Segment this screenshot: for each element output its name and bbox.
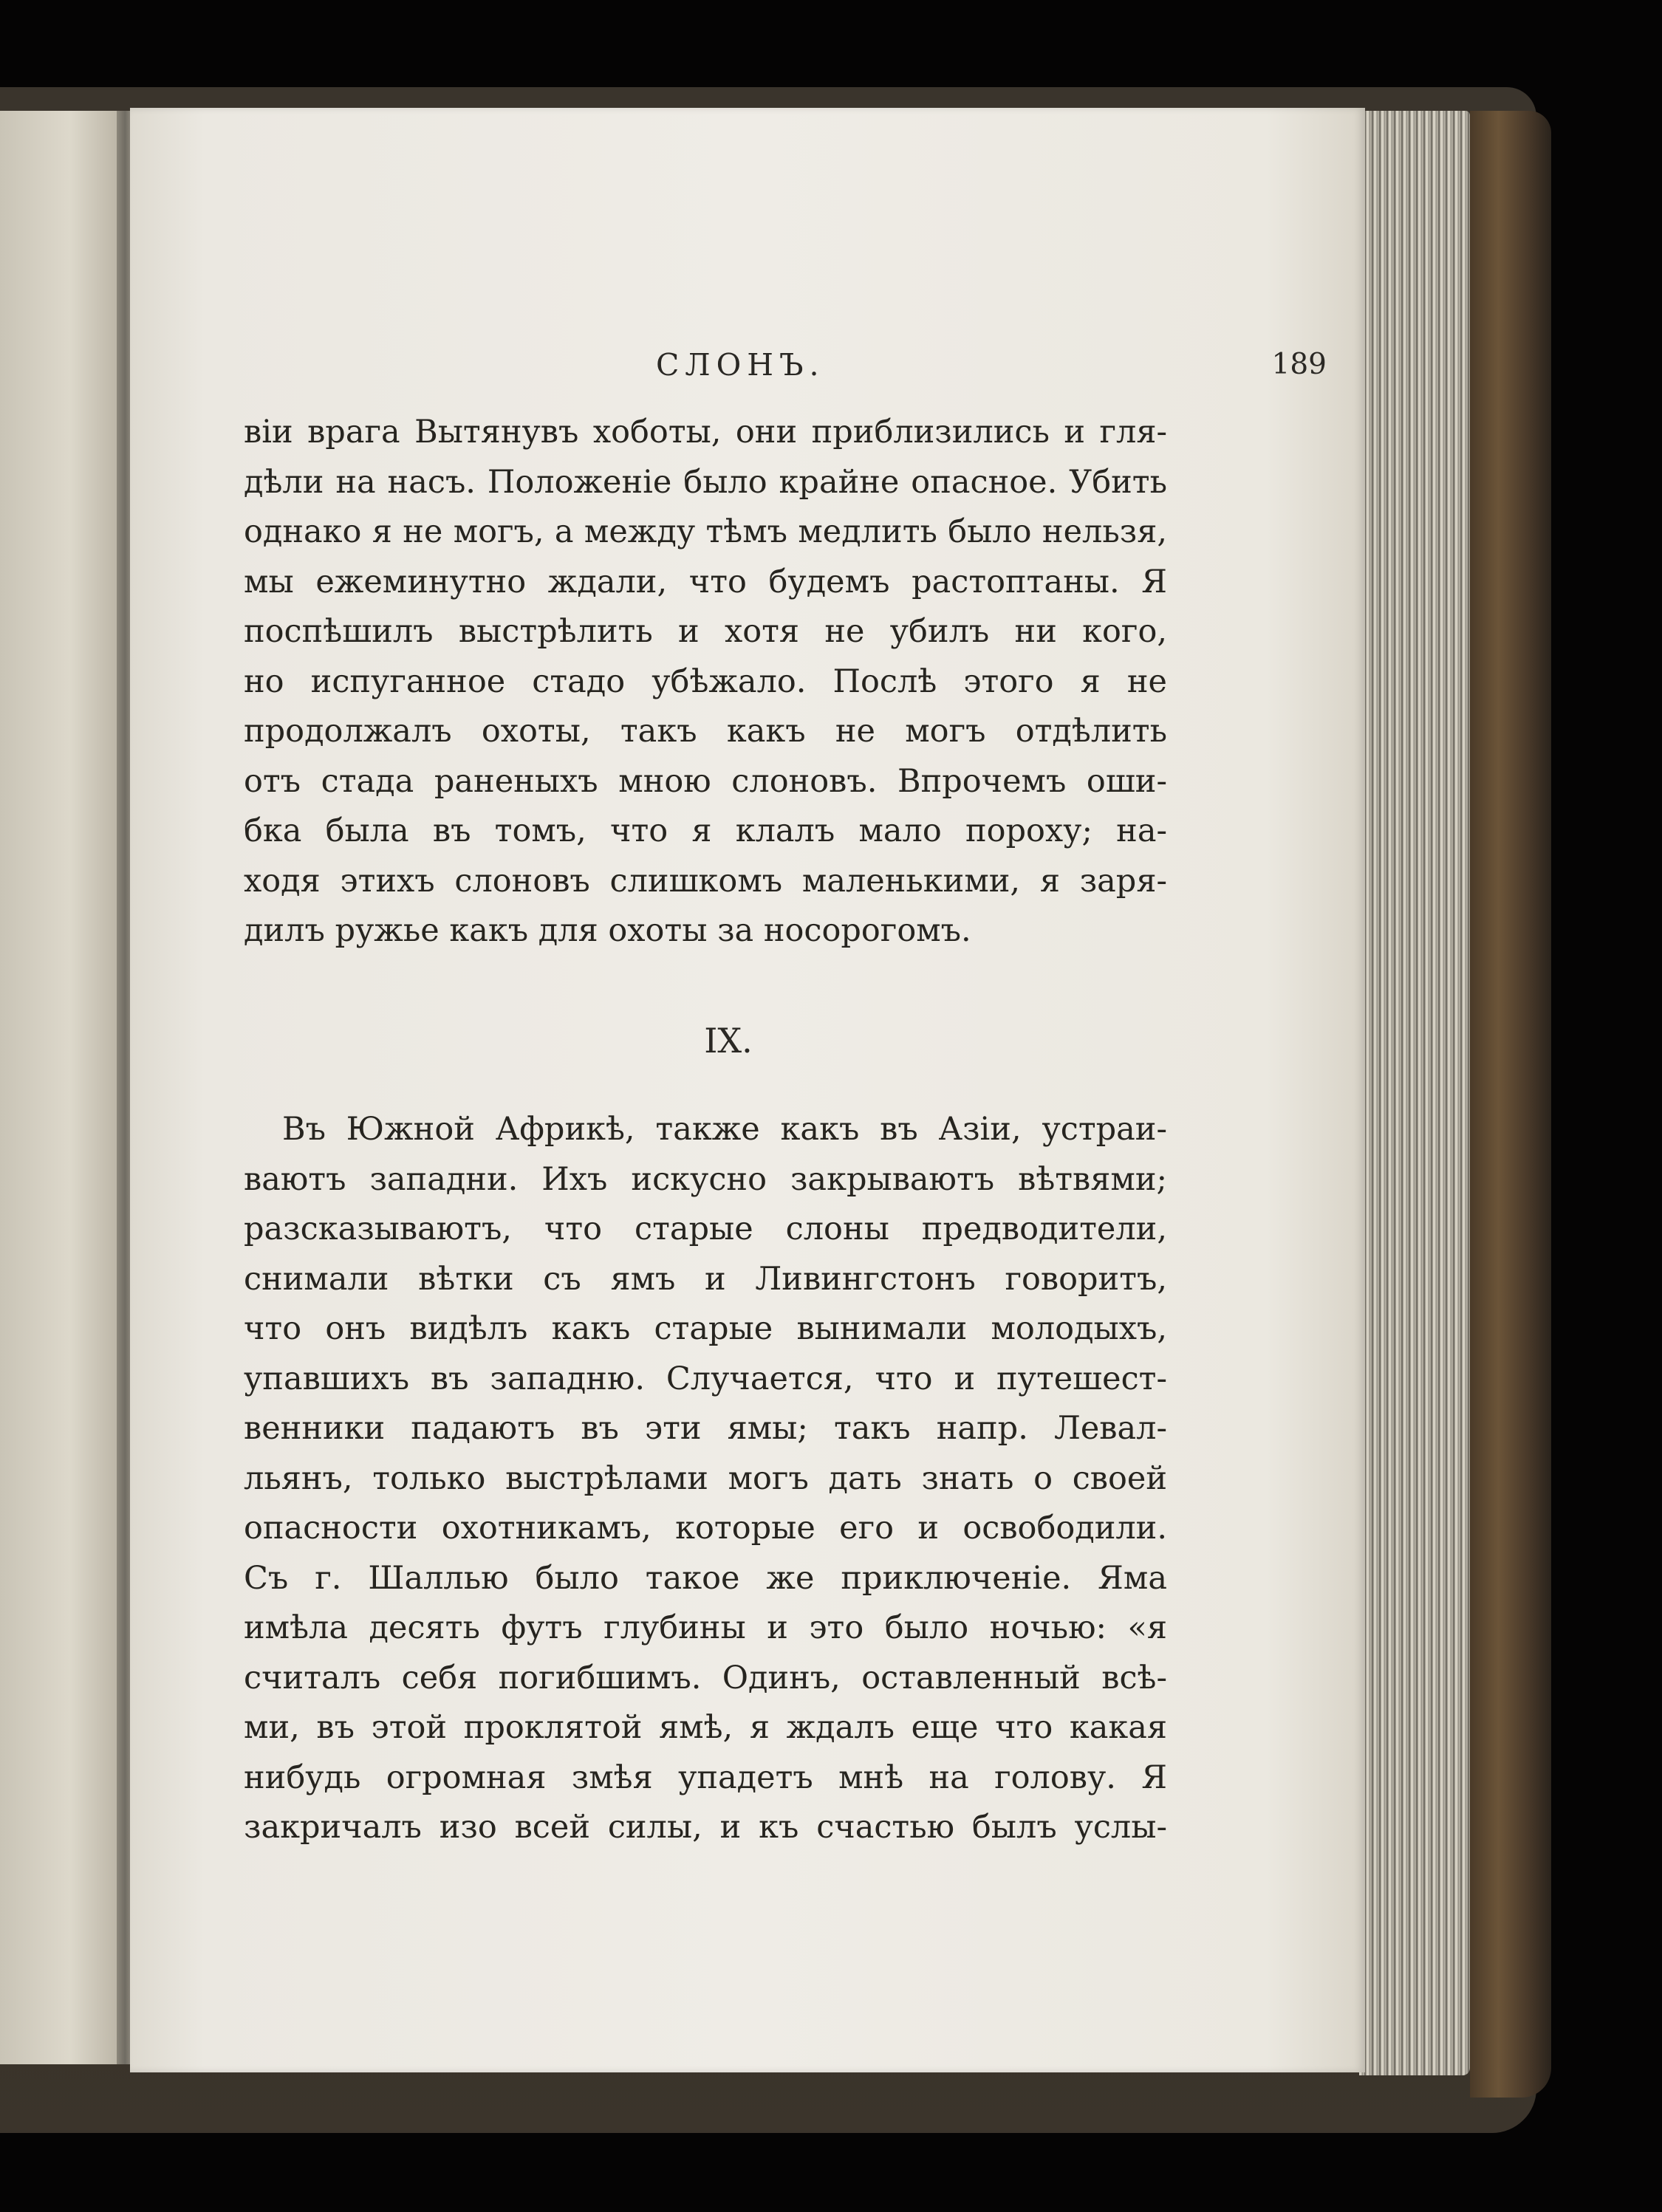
paragraph-2 <box>244 1105 1167 1853</box>
text-line: мы ежеминутно ждали, что будемъ растоптаны. Я <box>244 563 1167 600</box>
section-heading <box>130 1021 1365 1061</box>
text-line: снимали вѣтки съ ямъ и Ливингстонъ говоритъ, <box>244 1260 1167 1298</box>
text-line: считалъ себя погибшимъ. Одинъ, оставленный всѣ- <box>244 1659 1167 1696</box>
text-line: имѣла десять футъ глубины и это было ночью: «я <box>244 1609 1167 1646</box>
text-line: дѣли на насъ. Положеніе было крайне опасное. Убить <box>244 463 1167 501</box>
text-line: льянъ, только выстрѣлами могъ дать знать о своей <box>244 1459 1167 1497</box>
page-edges <box>1359 111 1470 2075</box>
text-line: отъ стада раненыхъ мною слоновъ. Впрочемъ оши- <box>244 762 1167 800</box>
running-title: СЛОНЪ. <box>656 347 825 383</box>
text-line: нибудь огромная змѣя упадетъ мнѣ на голову. Я <box>244 1759 1167 1796</box>
text-line: продолжалъ охоты, такъ какъ не могъ отдѣлить <box>244 713 1167 750</box>
text-line: ходя этихъ слоновъ слишкомъ маленькими, я заря- <box>244 862 1167 900</box>
text-line: дилъ ружье какъ для охоты за носорогомъ. <box>244 912 971 949</box>
text-line: опасности охотникамъ, которые его и освободили. <box>244 1510 1167 1547</box>
text-line: бка была въ томъ, что я клалъ мало пороху; на- <box>244 812 1167 849</box>
cover-edge <box>1470 111 1551 2098</box>
text-line: разсказываютъ, что старые слоны предводители, <box>244 1211 1167 1247</box>
running-head <box>130 343 1365 387</box>
section-number: IX. <box>704 1021 753 1061</box>
book-page <box>130 108 1365 2072</box>
text-line: но испуганное стадо убѣжало. Послѣ этого я не <box>244 662 1167 700</box>
text-line: что онъ видѣлъ какъ старые вынимали молодыхъ, <box>244 1310 1167 1347</box>
page-number: 189 <box>1271 348 1327 381</box>
paragraph-1 <box>244 408 1167 956</box>
text-line: упавшихъ въ западню. Случается, что и путешест- <box>244 1360 1167 1397</box>
text-line: віи врага Вытянувъ хоботы, они приблизились и гля- <box>244 414 1167 451</box>
text-line: ваютъ западни. Ихъ искусно закрываютъ вѣтвями; <box>244 1160 1167 1198</box>
text-line: однако я не могъ, а между тѣмъ медлить было нельзя, <box>244 513 1167 550</box>
text-line: Съ г. Шаллью было такое же приключеніе. Яма <box>244 1559 1167 1597</box>
text-line: ми, въ этой проклятой ямѣ, я ждалъ еще что какая <box>244 1709 1167 1746</box>
text-line: венники падаютъ въ эти ямы; такъ напр. Левал- <box>244 1410 1167 1447</box>
text-line: Въ Южной Африкѣ, также какъ въ Азіи, устраи- <box>282 1111 1167 1148</box>
text-line: поспѣшилъ выстрѣлить и хотя не убилъ ни кого, <box>244 613 1167 650</box>
text-line: закричалъ изо всей силы, и къ счастью былъ услы- <box>244 1809 1167 1846</box>
facing-page-left <box>0 111 127 2064</box>
